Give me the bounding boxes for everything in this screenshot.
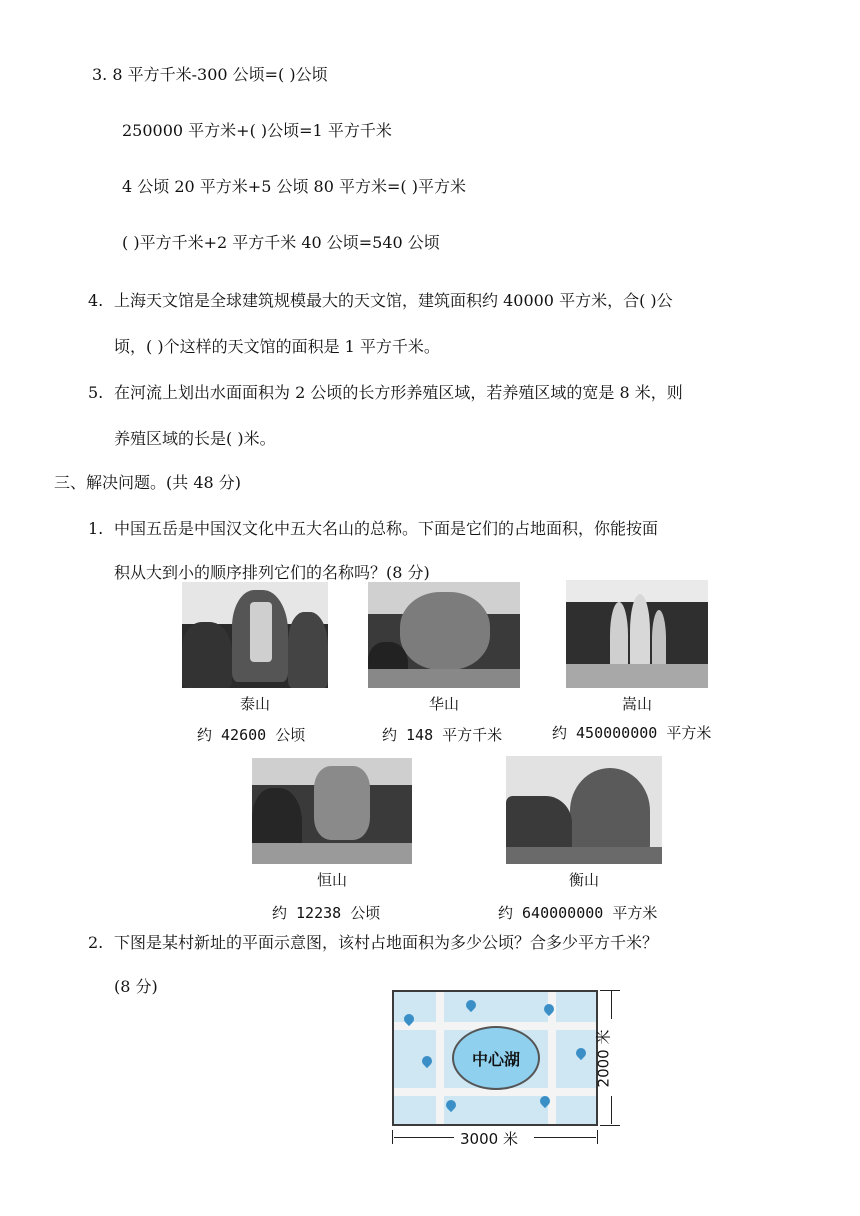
mountain-card-hengshan-south xyxy=(506,756,662,890)
question-4-line-1 xyxy=(88,290,673,312)
height-label: 2000 米 xyxy=(594,1029,613,1088)
mountain-area: 约 42600 公顷 xyxy=(197,726,306,744)
exercise-3-line-1: 3. 8 平方千米-300 公顷=( )公顷 xyxy=(92,65,328,84)
problem-number: 2. xyxy=(88,933,104,952)
huashan-photo xyxy=(368,582,520,688)
taishan-photo xyxy=(182,582,328,688)
dimension-tick xyxy=(600,1125,620,1126)
exercise-3-line-2: 250000 平方米+( )公顷=1 平方千米 xyxy=(122,121,392,140)
village-map xyxy=(392,990,598,1126)
mountain-name: 泰山 xyxy=(239,695,270,713)
dimension-tick xyxy=(597,1130,598,1144)
location-pin-icon xyxy=(444,1098,458,1112)
problem-text: 下图是某村新址的平面示意图，该村占地面积为多少公顷？合多少平方千米？ xyxy=(114,933,659,952)
question-5-line-2: 养殖区域的长是( )米。 xyxy=(114,429,276,448)
height-dimension-line xyxy=(611,1096,612,1124)
exercise-3-line-3: 4 公顷 20 平方米+5 公顷 80 平方米=( )平方米 xyxy=(122,177,466,196)
dimension-tick xyxy=(392,1130,393,1144)
height-dimension-line xyxy=(611,991,612,1019)
lake-label: 中心湖 xyxy=(471,1049,520,1069)
road xyxy=(436,992,444,1126)
hengshan-south-photo xyxy=(506,756,662,864)
question-text: 上海天文馆是全球建筑规模最大的天文馆，建筑面积约 40000 平方米，合( )公 xyxy=(114,291,673,310)
exercise-3-line-4: ( )平方千米+2 平方千米 40 公顷=540 公顷 xyxy=(122,233,440,252)
songshan-photo xyxy=(566,580,708,688)
mountain-card-hengshan-north xyxy=(252,758,412,890)
problem-text: 中国五岳是中国汉文化中五大名山的总称。下面是它们的占地面积，你能按面 xyxy=(114,519,659,538)
problem-2-line-1 xyxy=(88,932,658,954)
question-number: 4. xyxy=(88,291,104,310)
mountain-name: 恒山 xyxy=(316,871,347,889)
mountain-card-taishan xyxy=(182,582,328,714)
question-5-line-1 xyxy=(88,382,683,404)
mountain-area: 约 450000000 平方米 xyxy=(552,724,712,742)
section-3-heading: 三、解决问题。(共 48 分) xyxy=(54,473,242,492)
mountain-area: 约 148 平方千米 xyxy=(382,726,503,744)
width-label: 3000 米 xyxy=(460,1130,518,1148)
problem-number: 1. xyxy=(88,519,104,538)
mountain-card-songshan xyxy=(566,580,708,714)
dimension-tick xyxy=(600,990,620,991)
problem-1-line-1 xyxy=(88,518,658,540)
question-4-line-2: 顷，( )个这样的天文馆的面积是 1 平方千米。 xyxy=(114,337,440,356)
central-lake xyxy=(452,1026,540,1090)
mountain-name: 华山 xyxy=(428,695,459,713)
location-pin-icon xyxy=(420,1054,434,1068)
question-number: 5. xyxy=(88,383,104,402)
question-text: 在河流上划出水面面积为 2 公顷的长方形养殖区域，若养殖区域的宽是 8 米，则 xyxy=(114,383,683,402)
mountain-card-huashan xyxy=(368,582,520,714)
problem-1-line-2: 积从大到小的顺序排列它们的名称吗？(8 分) xyxy=(114,563,430,582)
mountain-name: 衡山 xyxy=(568,871,599,889)
width-dimension-line xyxy=(394,1137,454,1138)
problem-2-line-2: (8 分) xyxy=(114,977,158,996)
parking-pin-icon xyxy=(574,1046,588,1060)
width-dimension-line xyxy=(534,1137,596,1138)
mountain-area: 约 640000000 平方米 xyxy=(498,904,658,922)
mountain-name: 嵩山 xyxy=(621,695,652,713)
mountain-area: 约 12238 公顷 xyxy=(272,904,381,922)
location-pin-icon xyxy=(464,998,478,1012)
hengshan-north-photo xyxy=(252,758,412,864)
